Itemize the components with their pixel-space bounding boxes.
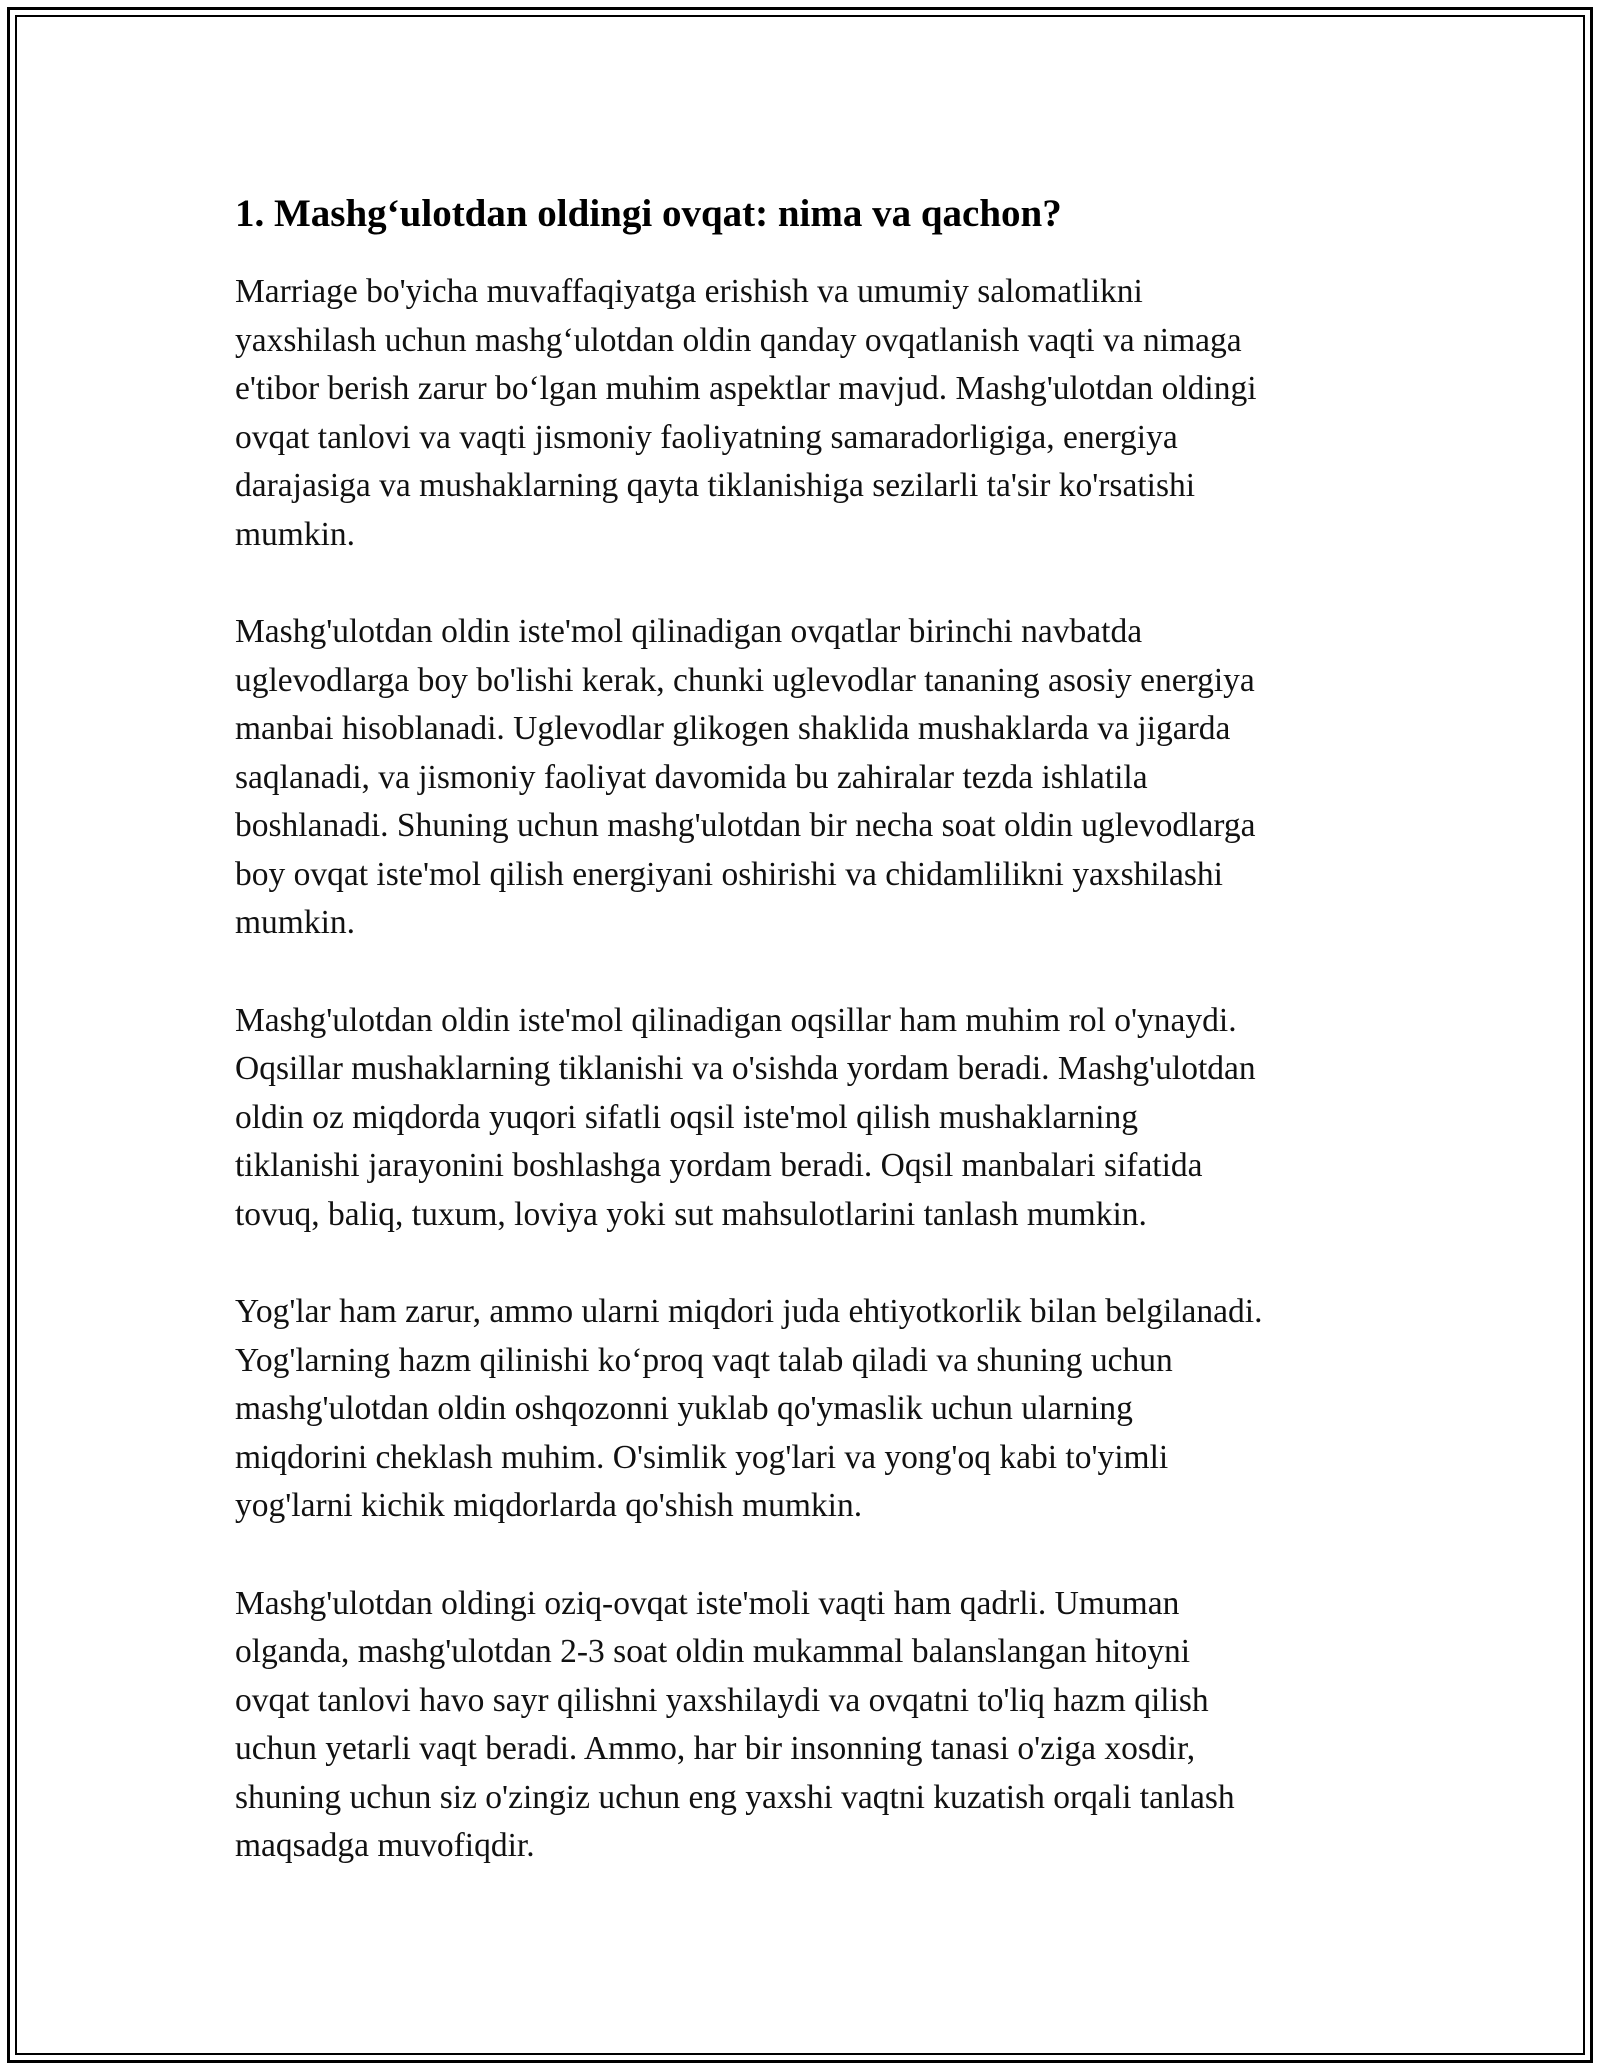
paragraph-proteins: Mashg'ulotdan oldin iste'mol qilinadigan oqsillar ham muhim rol o'ynaydi. Oqsillar mushaklarning tiklanishi va o'sishda yordam beradi. Mashg'ulotdan oldin oz miqdorda yuqori sifatli oqsil iste'mol qilish mushaklarning tiklanishi jarayonini boshlashga yordam beradi. Oqsil manbalari sifatida tovuq, baliq, tuxum, loviya yoki sut mahsulotlarini tanlash mumkin. [235,1001,1256,1233]
paragraph-carbohydrates: Mashg'ulotdan oldin iste'mol qilinadigan ovqatlar birinchi navbatda uglevodlarga boy bo'lishi kerak, chunki uglevodlar tananing asosiy energiya manbai hisoblanadi. Uglevodlar glikogen shaklida mushaklarda va jigarda saqlanadi, va jismoniy faoliyat davomida bu zahiralar tezda ishlatila boshlanadi. Shuning uchun mashg'ulotdan bir necha soat oldin uglevodlarga boy ovqat iste'mol qilish energiyani oshirishi va chidamlilikni yaxshilashi mumkin. [235,613,1256,941]
paragraph-intro: Marriage bo'yicha muvaffaqiyatga erishish va umumiy salomatlikni yaxshilash uchun mashg‘ulotdan oldin qanday ovqatlanish vaqti va nimaga e'tibor berish zarur bo‘lgan muhim aspektlar mavjud. Mashg'ulotdan oldingi ovqat tanlovi va vaqti jismoniy faoliyatning samaradorligiga, energiya darajasiga va mushaklarning qayta tiklanishiga sezilarli ta'sir ko'rsatishi mumkin. [235,273,1257,553]
paragraph-timing: Mashg'ulotdan oldingi oziq-ovqat iste'moli vaqti ham qadrli. Umuman olganda, mashg'ulotdan 2-3 soat oldin mukammal balanslangan hitoyni ovqat tanlovi havo sayr qilishni yaxshilaydi va ovqatni to'liq hazm qilish uchun yetarli vaqt beradi. Ammo, har bir insonning tanasi o'ziga xosdir, shuning uchun siz o'zingiz uchun eng yaxshi vaqtni kuzatish orqali tanlash maqsadga muvofiqdir. [235,1584,1235,1864]
paragraph-fats: Yog'lar ham zarur, ammo ularni miqdori juda ehtiyotkorlik bilan belgilanadi. Yog'larning hazm qilinishi ko‘proq vaqt talab qiladi va shuning uchun mashg'ulotdan oldin oshqozonni yuklab qo'ymaslik uchun ularning miqdorini cheklash muhim. O'simlik yog'lari va yong'oq kabi to'yimli yog'larni kichik miqdorlarda qo'shish mumkin. [235,1293,1263,1524]
section-heading: 1. Mashg‘ulotdan oldingi ovqat: nima va qachon? [235,192,1062,235]
document-body [235,188,1375,1920]
